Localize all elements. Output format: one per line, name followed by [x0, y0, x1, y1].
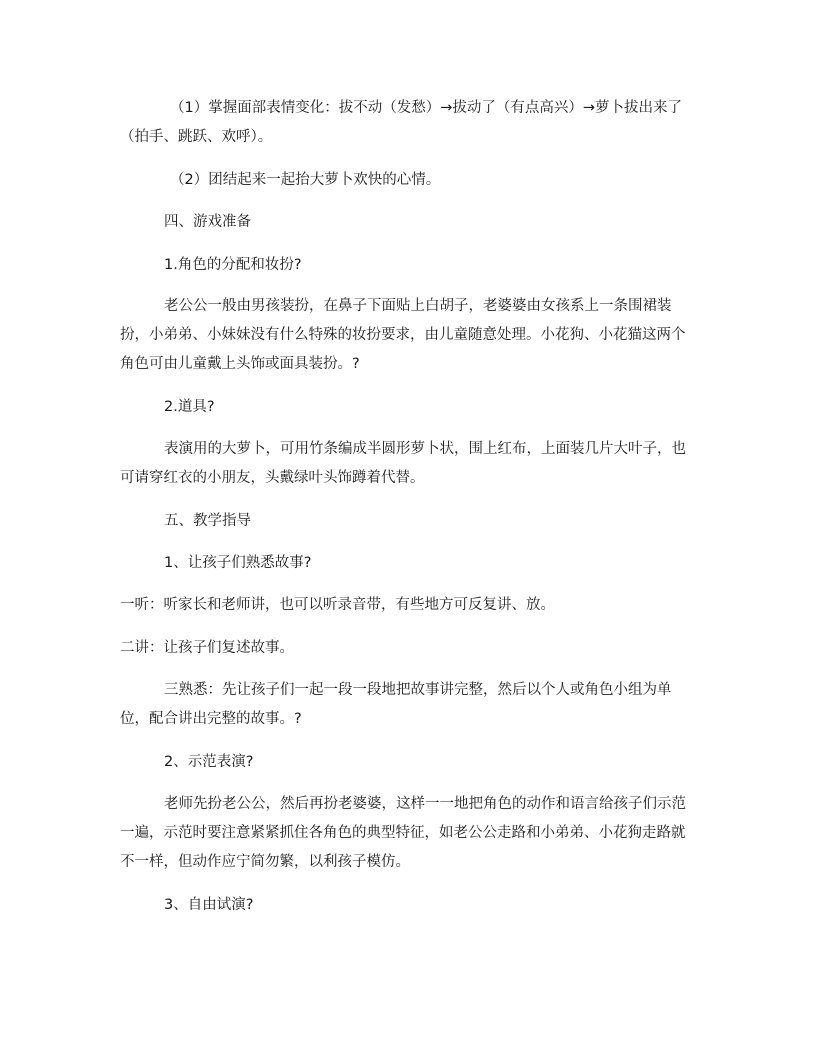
paragraph-listen: 一听：听家长和老师讲，也可以听录音带，有些地方可反复讲、放。 [120, 597, 555, 613]
subheading-role-assignment: 1.角色的分配和妆扮? [164, 257, 302, 273]
paragraph-familiar: 三熟悉：先让孩子们一起一段一段地把故事讲完整，然后以个人或角色小组为单位，配合讲出完整的故事。? [120, 682, 672, 727]
subheading-props: 2.道具? [164, 399, 215, 415]
section-heading-teaching-guide: 五、教学指导 [164, 513, 251, 529]
subheading-free-trial: 3、自由试演? [164, 897, 254, 913]
paragraph-retell: 二讲：让孩子们复述故事。 [120, 640, 294, 656]
section-heading-game-prep: 四、游戏准备 [164, 214, 251, 230]
paragraph-goal-1: （1）掌握面部表情变化：拔不动（发愁）→拔动了（有点高兴）→萝卜拔出来了（拍手、跳跃、欢呼）。 [120, 100, 683, 145]
paragraph-demo: 老师先扮老公公，然后再扮老婆婆，这样一一地把角色的动作和语言给孩子们示范一遍，示范时要注意紧紧抓住各角色的典型特征，如老公公走路和小弟弟、小花狗走路就不一样，但动作应宁简勿繁，以利孩子模仿。 [120, 796, 686, 870]
paragraph-goal-2: （2）团结起来一起抬大萝卜欢快的心情。 [170, 172, 441, 188]
subheading-demo-performance: 2、示范表演? [164, 754, 254, 770]
subheading-familiarize-story: 1、让孩子们熟悉故事? [164, 555, 312, 571]
paragraph-props: 表演用的大萝卜，可用竹条编成半圆形萝卜状，围上红布，上面装几片大叶子，也可请穿红衣的小朋友，头戴绿叶头饰蹲着代替。 [120, 441, 686, 486]
paragraph-role-costume: 老公公一般由男孩装扮，在鼻子下面贴上白胡子，老婆婆由女孩系上一条围裙装扮，小弟弟、小妹妹没有什么特殊的妆扮要求，由儿童随意处理。小花狗、小花猫这两个角色可由儿童戴上头饰或面具装扮。? [120, 298, 686, 372]
